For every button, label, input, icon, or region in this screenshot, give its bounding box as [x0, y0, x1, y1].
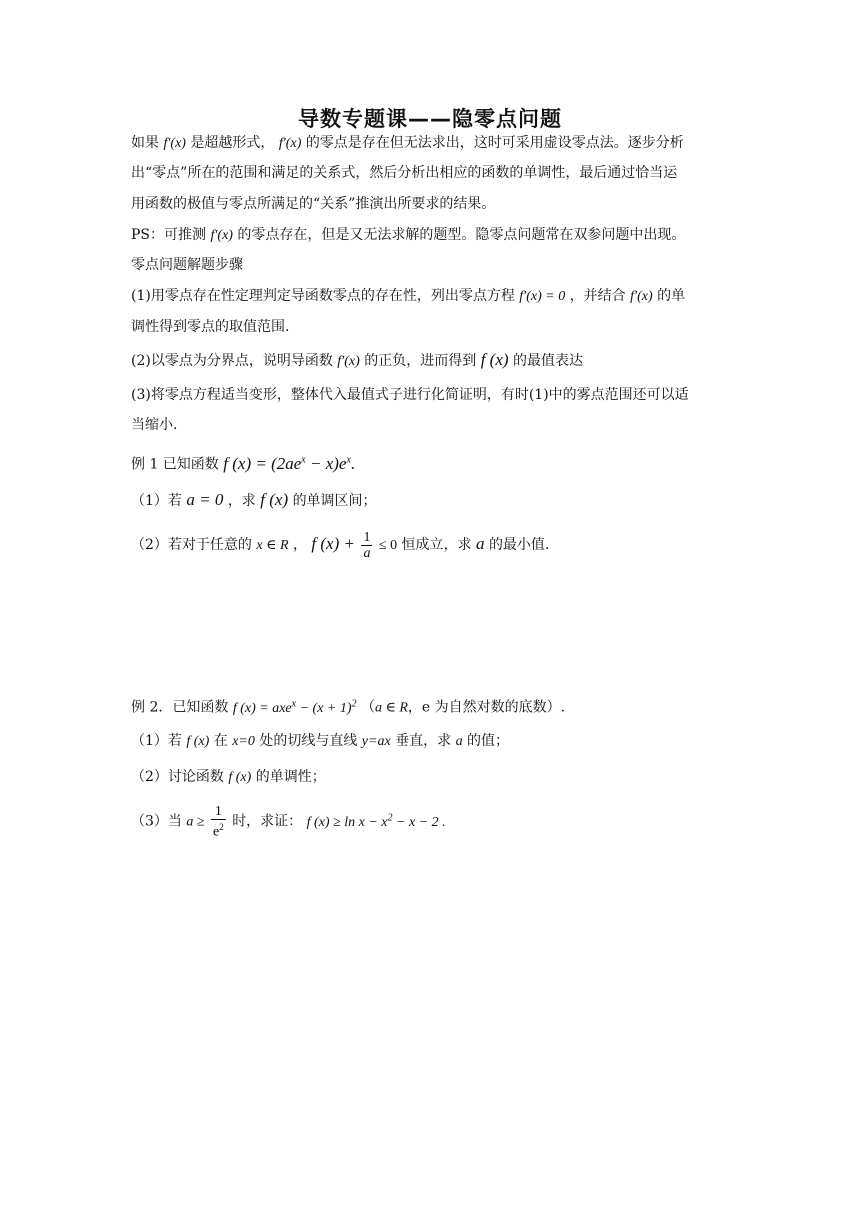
math-domain: x ∈ R: [256, 538, 289, 553]
intro-line-1: [131, 133, 731, 154]
question-text: （2）若对于任意的: [131, 537, 252, 553]
intro-line-3: 用函数的极值与零点所满足的“关系”推演出所要求的结果。: [131, 196, 496, 212]
example-2-question-3: [131, 801, 731, 840]
example-2-question-1: [131, 731, 731, 752]
question-text: （3）当: [131, 813, 182, 830]
step-2-line: [131, 350, 731, 372]
step-text: 的最值表达: [513, 353, 583, 369]
question-text: 时，求证：: [232, 813, 303, 830]
question-text: ，求: [227, 493, 256, 509]
ps-text: 的零点存在，但是又无法求解的题型。隐零点问题常在双参问题中出现。: [237, 227, 686, 243]
intro-text: 是超越形式，: [190, 135, 275, 151]
question-text: 在: [213, 733, 228, 749]
math-line: y=ax: [361, 734, 391, 749]
example-2-statement: [131, 694, 731, 719]
math-fprime: f′(x): [337, 354, 360, 369]
step-1-line-2: 调性得到零点的取值范围.: [131, 319, 290, 335]
math-fprime: f′(x): [630, 289, 653, 304]
step-3-line-2: 当缩小.: [131, 417, 178, 433]
question-text: （2）讨论函数: [131, 769, 224, 785]
example-1-question-2: [131, 528, 731, 562]
question-text: ，e 为自然对数的底数）.: [407, 699, 566, 716]
question-text: 处的切线与直线: [259, 733, 358, 749]
math-fraction: $\frac{1}{a}$: [363, 529, 371, 561]
math-fx: f (x): [260, 490, 289, 509]
step-3-line-1: (3)将零点方程适当变形，整体代入最值式子进行化简证明，有时(1)中的雾点范围还可以适: [131, 387, 689, 403]
math-fx: f (x): [186, 734, 210, 749]
ps-text: PS：可推测: [131, 227, 207, 243]
example-label: 例 1 已知函数: [131, 456, 219, 473]
step-text: 的正负，进而得到: [364, 353, 477, 369]
math-inequality: a ≥: [186, 814, 205, 830]
question-text: （: [360, 699, 375, 716]
math-variable: a: [455, 734, 463, 749]
step-text: 的单: [657, 288, 686, 304]
math-fprime: f′(x): [278, 136, 302, 151]
math-fprime: f′(x): [210, 228, 233, 243]
math-condition: a ∈ R: [374, 700, 408, 716]
math-fx: f (x): [480, 350, 509, 369]
steps-title: 零点问题解题步骤: [131, 257, 243, 273]
math-fprime: f′(x): [163, 136, 186, 151]
page-title: 导数专题课——隐零点问题: [298, 107, 562, 131]
question-text: 的单调性；: [255, 769, 326, 785]
math-fx: f (x): [228, 770, 252, 785]
math-inequality: f $(x) \ge \ln x - x^2 - x - 2$ .: [306, 812, 446, 830]
step-text: (2)以零点为分界点，说明导函数: [131, 353, 333, 369]
question-text: 的值；: [467, 733, 510, 749]
example-label: 例 2．已知函数: [131, 699, 229, 716]
math-fraction: $\frac{1}{e^2}$: [213, 803, 224, 840]
step-text: ，并结合: [569, 288, 626, 304]
question-text: 恒成立，求: [401, 537, 472, 553]
intro-text: 如果: [131, 135, 159, 151]
example-2-question-2: [131, 767, 731, 788]
math-point: x=0: [232, 734, 255, 749]
question-text: 垂直，求: [395, 733, 452, 749]
math-function: f $(x) = (2ae^x - x)e^x$.: [223, 453, 356, 473]
step-1-line-1: [131, 286, 731, 307]
question-text: 的最小值.: [488, 537, 550, 553]
example-1-statement: [131, 450, 731, 475]
question-text: （1）若: [131, 493, 182, 509]
question-text: 的单调区间；: [292, 493, 377, 509]
math-fx: f (x) +: [311, 534, 355, 553]
math-inequality: ≤ 0: [378, 538, 398, 553]
ps-line: [131, 225, 731, 246]
question-text: （1）若: [131, 733, 182, 749]
math-condition: a = 0: [186, 490, 224, 509]
math-function: f $(x) = axe^x - (x + 1)^2$: [232, 698, 357, 716]
question-text: ，: [292, 537, 307, 553]
math-zero-equation: f′(x) = 0: [519, 289, 566, 304]
math-variable: a: [475, 534, 485, 553]
intro-line-2: 出“零点”所在的范围和满足的关系式，然后分析出相应的函数的单调性，最后通过恰当运: [131, 165, 678, 181]
intro-text: 的零点是存在但无法求出，这时可采用虚设零点法。逐步分析: [305, 135, 684, 151]
example-1-question-1: [131, 490, 731, 511]
step-text: (1)用零点存在性定理判定导函数零点的存在性，列出零点方程: [131, 288, 515, 304]
